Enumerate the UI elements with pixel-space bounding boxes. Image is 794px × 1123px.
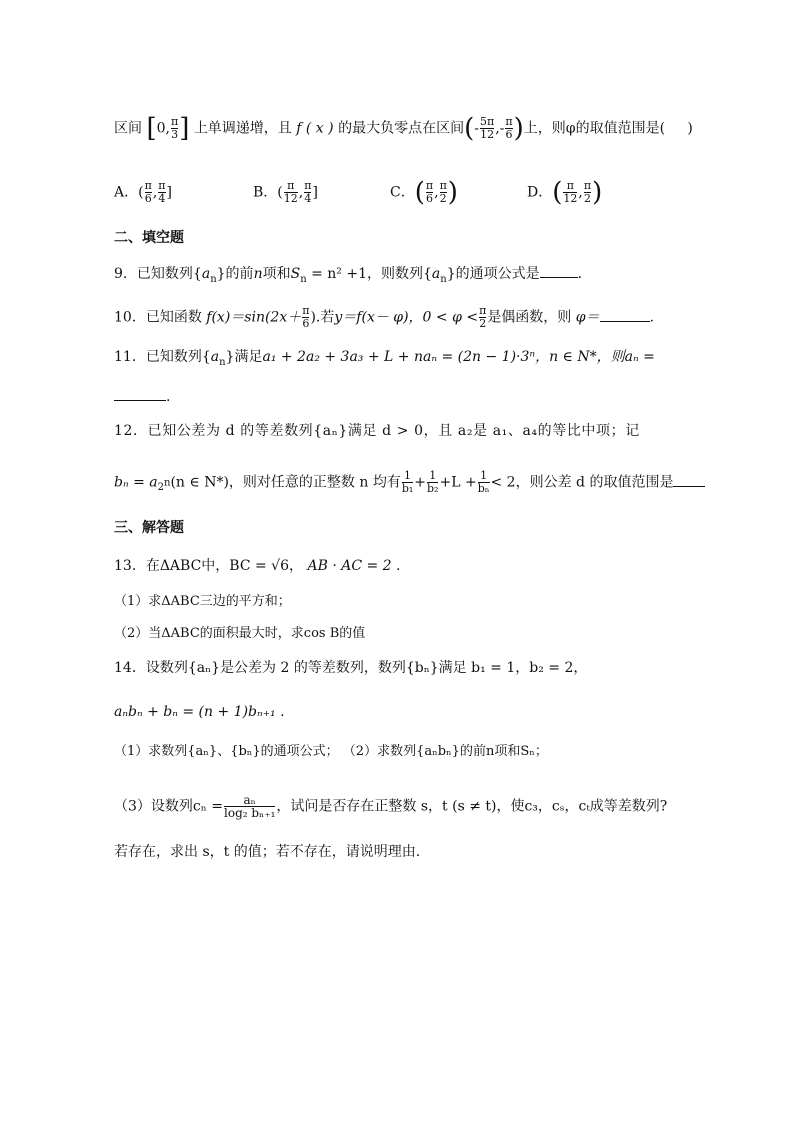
q11-end: . <box>166 389 171 405</box>
frac-den: 4 <box>304 192 312 205</box>
q8-text-c: 的最大负零点在区间 <box>338 120 465 137</box>
q11 <box>114 347 655 373</box>
q12-plus2: +L + <box>439 474 477 491</box>
q8-stem: 区间 [0, $\frac{\pi}{3}$ ] 上单调递增，且 f ( x ) 的最大负零点在区间(- $\frac{5\pi}{12}$ ,- $\frac{\pi}{6}$ )上，则φ的取值范围是( ) <box>114 113 693 144</box>
q13-sub1: （1）求ΔABC三边的平方和； <box>114 594 291 609</box>
frac-num: π <box>479 304 487 317</box>
q9-a2: a <box>431 266 441 282</box>
q10-pre: 10．已知函数 <box>114 309 202 326</box>
q8-text-e: ) <box>687 120 693 137</box>
q9-S: S <box>290 266 301 282</box>
q9-mid: }的前 <box>216 266 254 282</box>
q9-a: a <box>201 266 211 282</box>
frac-num: π <box>304 179 312 192</box>
frac-den: bₙ <box>477 482 490 495</box>
section-solve-title: 三、解答题 <box>114 520 184 536</box>
q8-frac2 <box>480 116 494 141</box>
q12-b-eq: bₙ = a <box>114 474 158 491</box>
option-frac-b <box>158 180 165 205</box>
frac-num: π <box>425 179 434 192</box>
q9-sub: n <box>210 273 217 285</box>
q14-frac <box>224 794 275 819</box>
frac-num: π <box>158 179 166 192</box>
q14-text-b: ，试问是否存在正整数 s，t (s ≠ t)，使c₃，cₛ，cₜ成等差数列? <box>276 798 668 815</box>
q11-pre: 11．已知数列{ <box>114 349 211 365</box>
comma: , <box>152 184 158 201</box>
q8-option-c[interactable] <box>390 177 458 208</box>
q8-option-a[interactable] <box>114 180 172 205</box>
q10-end: . <box>649 309 655 326</box>
frac-den: 6 <box>302 317 310 330</box>
q10-answer-blank[interactable] <box>600 307 650 322</box>
q8-frac3 <box>505 116 512 141</box>
q14-line4 <box>114 794 667 819</box>
q11-sub: n <box>219 356 226 368</box>
q9-mid2: 项和 <box>262 266 291 282</box>
option-frac-b <box>584 180 591 205</box>
q8-text-b: 上单调递增，且 <box>193 120 292 137</box>
option-right-bracket: ) <box>447 177 458 208</box>
frac-num: 5π <box>479 115 495 128</box>
option-left-bracket: ( <box>552 177 563 208</box>
q8-text-d: 上，则φ的取值范围是( <box>523 120 666 137</box>
frac-den: 6 <box>144 192 152 205</box>
option-frac-a <box>145 180 152 205</box>
frac-num: π <box>439 179 447 192</box>
frac-num: π <box>505 115 513 128</box>
frac-den: 2 <box>479 317 487 330</box>
q9-pre: 9．已知数列{ <box>114 266 202 282</box>
q9 <box>114 263 582 290</box>
frac-num: π <box>144 179 152 192</box>
option-right-bracket: ) <box>592 177 603 208</box>
frac-den: 4 <box>158 192 166 205</box>
frac-den: 3 <box>171 128 179 141</box>
q10-phi: φ＝ <box>575 309 600 326</box>
frac-den: 12 <box>480 128 495 141</box>
q11-expr: a₁ + 2a₂ + 3a₃ + L + naₙ = (2n − 1)·3ⁿ，n ∈ N*，则aₙ = <box>262 349 655 365</box>
q8-func: f ( x ) <box>296 120 334 137</box>
q10-mid: ).若 <box>310 309 335 326</box>
q10-g: y＝f(x－ φ)，0 < φ < <box>334 309 479 326</box>
q12-answer-blank[interactable] <box>673 472 705 487</box>
q14-line2: aₙbₙ + bₙ = (n + 1)bₙ₊₁ . <box>114 704 285 720</box>
q9-mid3: }的通项公式是 <box>446 266 540 282</box>
frac-num: π <box>302 304 310 317</box>
frac-den: 12 <box>283 192 298 205</box>
q9-end: . <box>577 266 583 282</box>
q8-option-d[interactable] <box>527 177 603 208</box>
frac-den: b₁ <box>401 482 414 495</box>
q11-a: a <box>210 349 220 365</box>
frac-num: 1 <box>480 469 488 482</box>
option-left-bracket: ( <box>277 184 283 201</box>
option-label: A． <box>114 184 139 201</box>
q8-text-a: 区间 <box>114 120 142 137</box>
q14-c-def: （3）设数列cₙ = <box>114 798 223 815</box>
q8-interval1: 0, <box>156 120 170 137</box>
q9-sub3: n <box>440 273 447 285</box>
frac-num: π <box>287 179 295 192</box>
bracket-left: [ <box>146 113 157 144</box>
q10-frac2 <box>479 305 486 330</box>
frac-num: 1 <box>404 469 412 482</box>
q10-frac <box>302 305 309 330</box>
frac-den: log₂ bₙ₊₁ <box>224 806 276 820</box>
paren-left: ( <box>464 113 475 144</box>
frac-den: 2 <box>439 192 447 205</box>
frac-den: 6 <box>425 192 433 205</box>
option-frac-b <box>440 180 447 205</box>
option-left-bracket: ( <box>414 177 425 208</box>
q12-line2: $b_n = a_{2^n}(n$ ∈ N*)，则对任意的正整数 n 均有 $\frac{1}{\text{b₁}}$ + $\frac{1}{\text{b₂}}$ +L + $\frac{1}{\text{bₙ}}$ < 2，则公差 d 的取值范围是 <box>114 470 705 498</box>
paren-right: ) <box>513 113 524 144</box>
q13-text: 13．在ΔABC中，BC = √6， <box>114 558 304 574</box>
q9-sub2: n <box>300 273 307 285</box>
frac-num: aₙ <box>243 793 256 807</box>
q9-answer-blank[interactable] <box>540 263 578 278</box>
q11-answer-line <box>114 386 170 407</box>
q12-text-c: < 2，则公差 d 的取值范围是 <box>490 474 674 491</box>
q11-answer-blank[interactable] <box>114 386 166 401</box>
option-label: D． <box>527 184 553 201</box>
frac-den: 12 <box>563 192 578 205</box>
option-right-bracket: ] <box>166 184 172 201</box>
option-frac-b <box>304 180 311 205</box>
frac-den: 2 <box>583 192 591 205</box>
bracket-right: ] <box>179 113 190 144</box>
q10 <box>114 305 654 330</box>
q13-vec: AB · AC = 2 . <box>307 558 401 574</box>
q8-option-b[interactable] <box>253 180 318 205</box>
frac-den: b₂ <box>427 482 439 495</box>
q13-line1 <box>114 556 400 576</box>
option-frac-a <box>426 180 433 205</box>
frac-num: 1 <box>429 469 437 482</box>
q10-f: f(x)＝sin(2x＋ <box>206 309 302 326</box>
q12-plus1: + <box>414 474 427 491</box>
frac-num: π <box>170 115 179 128</box>
q9-n: n <box>253 266 263 282</box>
option-left-bracket: ( <box>138 184 144 201</box>
q12-frac3 <box>478 470 490 495</box>
frac-num: π <box>583 179 592 192</box>
q12-frac2 <box>427 470 438 495</box>
q14-line5: 若存在，求出 s，t 的值；若不存在，请说明理由. <box>114 844 421 860</box>
q9-eq: = n² +1，则数列{ <box>306 266 432 282</box>
option-right-bracket: ] <box>312 184 318 201</box>
option-label: C． <box>390 184 415 201</box>
q14-line3: （1）求数列{aₙ}、{bₙ}的通项公式； （2）求数列{aₙbₙ}的前n项和Sₙ； <box>114 744 548 759</box>
comma: , <box>298 184 304 201</box>
frac-den: 6 <box>505 128 513 141</box>
q12-line1: 12．已知公差为 d 的等差数列{aₙ}满足 d > 0，且 a₂是 a₁、a₄的等比中项；记 <box>114 423 640 439</box>
option-label: B． <box>253 184 278 201</box>
comma: , <box>434 184 439 201</box>
q11-mid: }满足 <box>225 349 263 365</box>
option-frac-a <box>284 180 298 205</box>
q13-sub2: （2）当ΔABC的面积最大时，求cos B的值 <box>114 626 366 641</box>
option-frac-a <box>563 180 577 205</box>
q12-text-b: (n ∈ N*)，则对任意的正整数 n 均有 <box>170 474 401 491</box>
comma: , <box>578 184 583 201</box>
q12-frac1 <box>402 470 413 495</box>
q14-line1: 14．设数列{aₙ}是公差为 2 的等差数列，数列{bₙ}满足 b₁ = 1，b₂ = 2， <box>114 660 588 676</box>
section-fill-blank-title: 二、填空题 <box>114 230 184 246</box>
frac-num: π <box>566 179 574 192</box>
q8-frac1 <box>171 116 178 141</box>
q10-mid2: 是偶函数，则 <box>487 309 572 326</box>
